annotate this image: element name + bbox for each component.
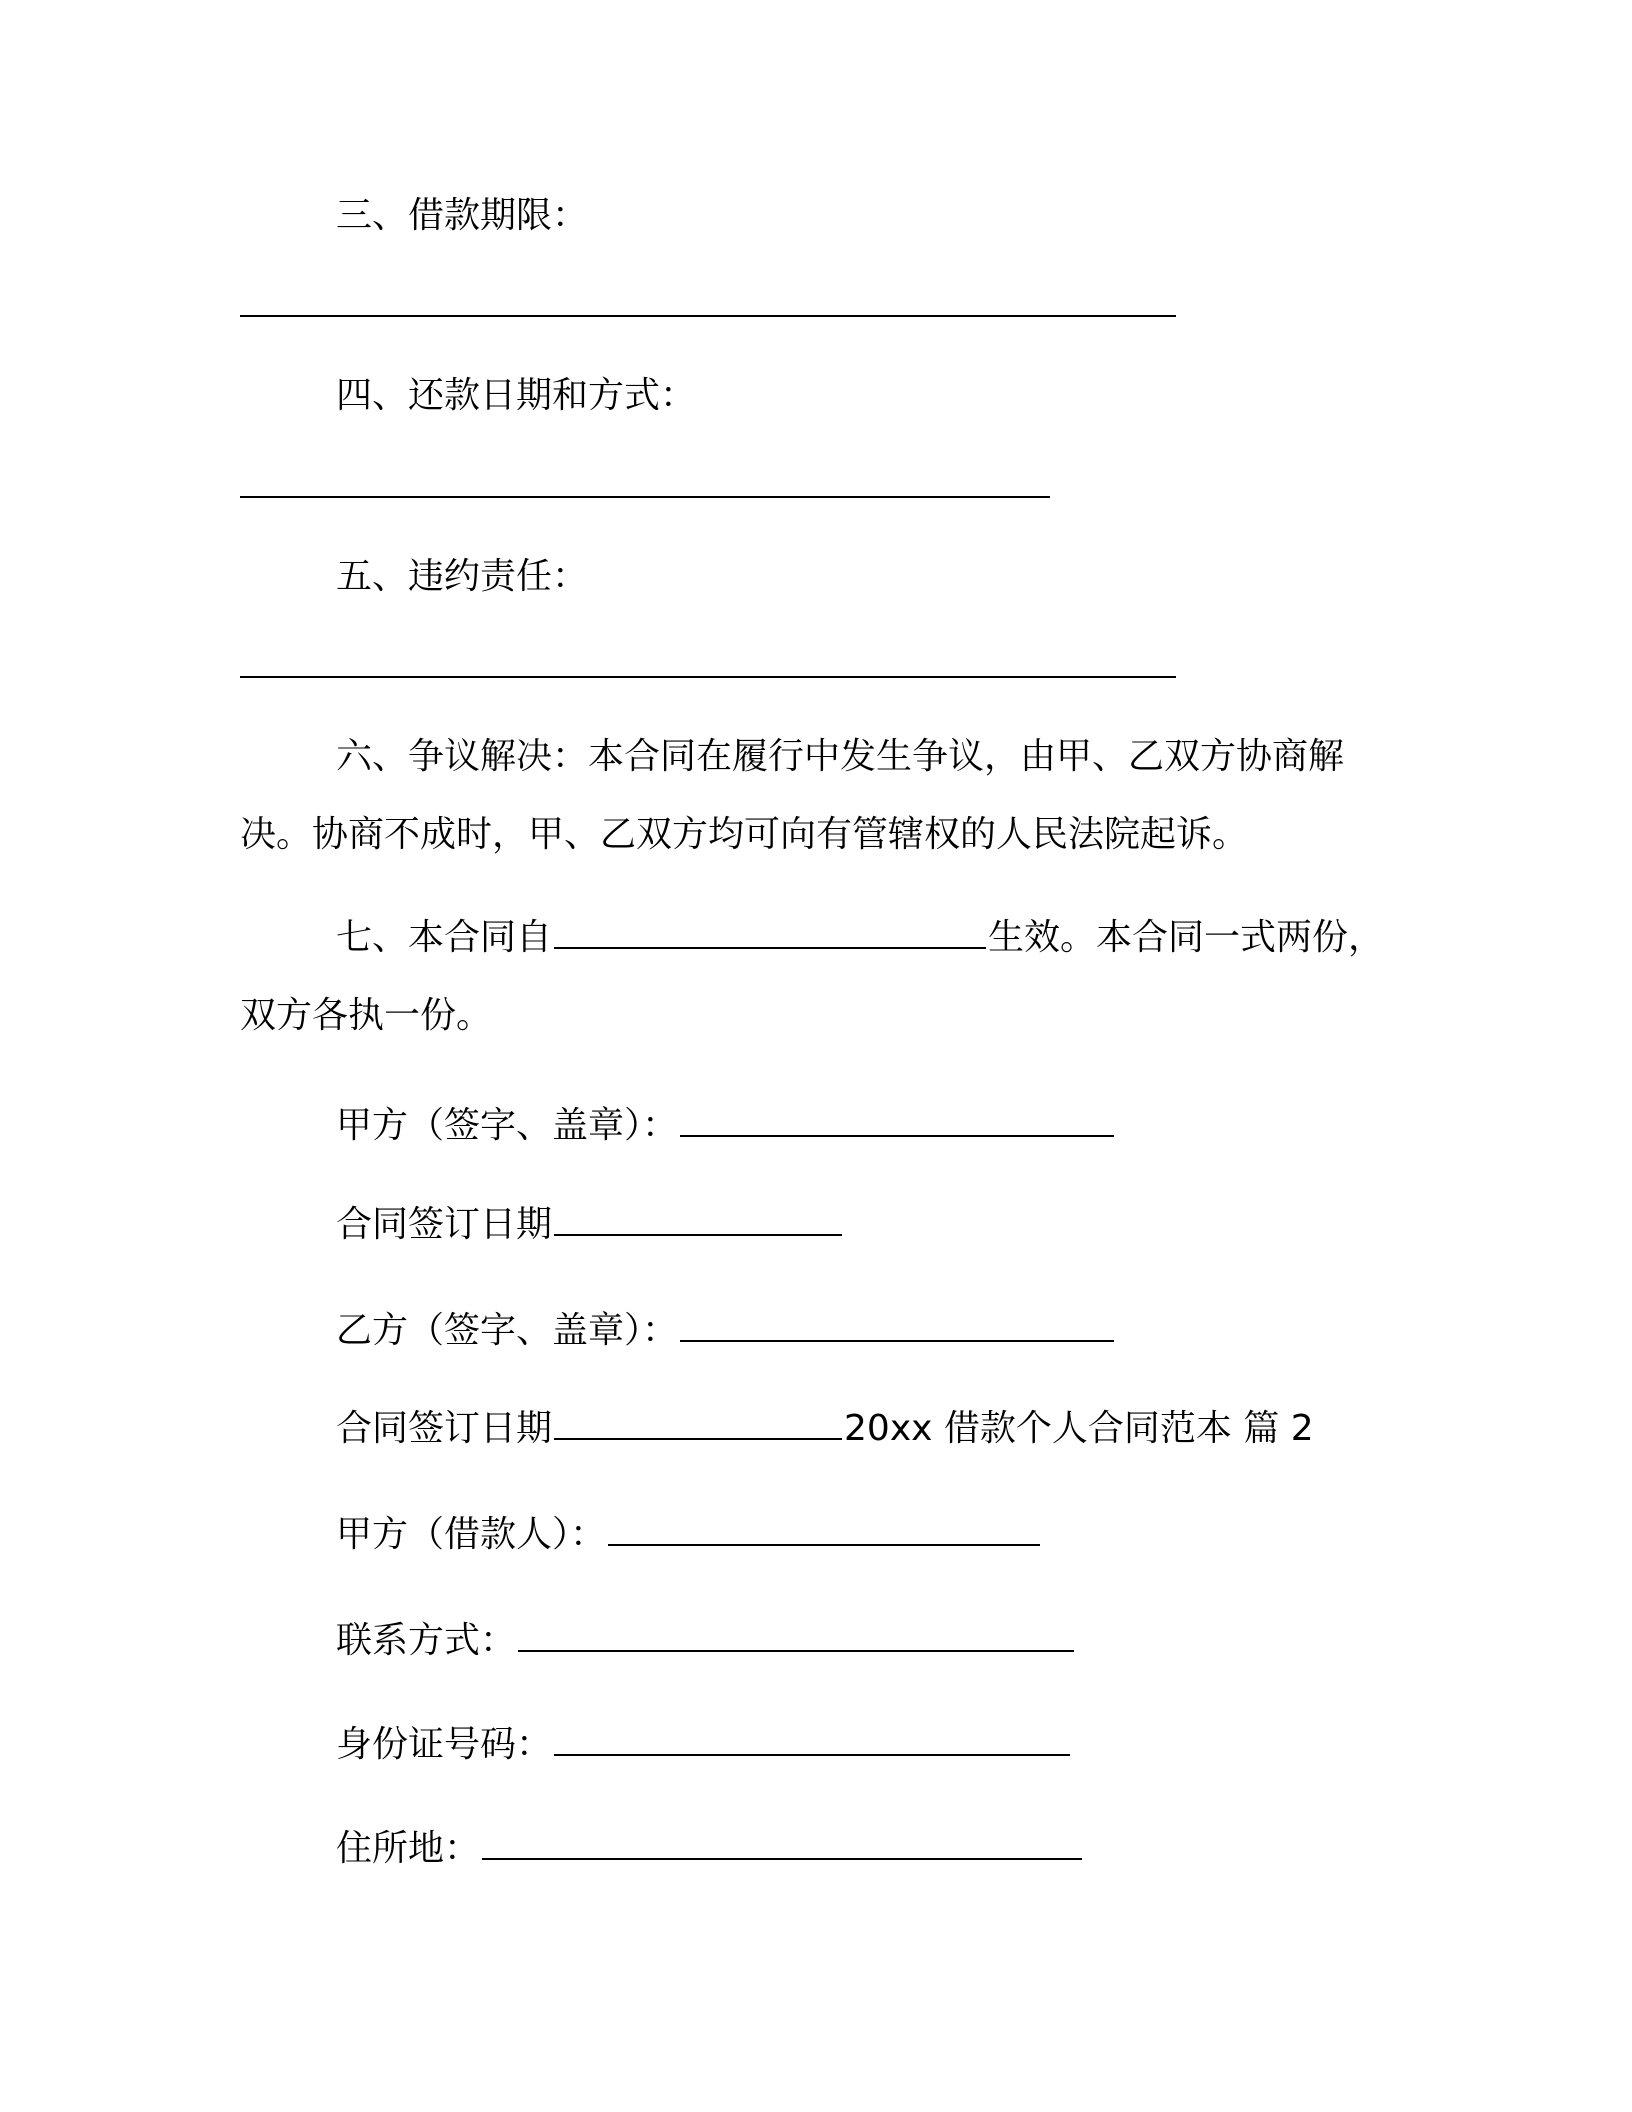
date-b-label: 合同签订日期 (336, 1408, 553, 1449)
section-term-label: 三、借款期限： (336, 195, 589, 236)
address-row (336, 1828, 1084, 1869)
contact-label: 联系方式： (336, 1620, 517, 1661)
date-a-row (336, 1204, 844, 1245)
date-a-label: 合同签订日期 (336, 1204, 553, 1245)
party-b-sign-label: 乙方（签字、盖章）： (336, 1310, 679, 1351)
contact-row (336, 1620, 1076, 1661)
id-number-blank (554, 1724, 1070, 1756)
section-repayment-label: 四、还款日期和方式： (336, 375, 697, 416)
section-effect-prefix: 七、本合同自 (336, 917, 553, 958)
address-blank (482, 1828, 1082, 1860)
party-a-sign-label: 甲方（签字、盖章）： (336, 1105, 679, 1146)
borrower-party-a-row (336, 1514, 1042, 1555)
next-contract-title: 20xx 借款个人合同范本 篇 2 (844, 1408, 1314, 1449)
section-term-blank (240, 315, 1176, 317)
borrower-party-a-blank (608, 1514, 1040, 1546)
section-effect-line2: 双方各执一份。 (240, 995, 493, 1036)
section-liability-label: 五、违约责任： (336, 556, 589, 597)
id-number-label: 身份证号码： (336, 1724, 553, 1765)
section-dispute-line1: 六、争议解决：本合同在履行中发生争议，由甲、乙双方协商解 (336, 736, 1345, 777)
id-number-row (336, 1724, 1072, 1765)
party-a-sign-blank (680, 1105, 1114, 1137)
date-b-blank (554, 1408, 842, 1440)
party-b-sign-blank (680, 1310, 1114, 1342)
borrower-party-a-label: 甲方（借款人）： (336, 1514, 607, 1555)
address-label: 住所地： (336, 1828, 481, 1869)
section-liability-blank (240, 676, 1176, 678)
effective-date-blank (554, 917, 986, 949)
date-a-blank (554, 1204, 842, 1236)
date-b-row (336, 1408, 1314, 1449)
section-effect-line1 (336, 917, 1384, 958)
section-dispute-line2: 决。协商不成时，甲、乙双方均可向有管辖权的人民法院起诉。 (240, 814, 1249, 855)
contact-blank (518, 1620, 1074, 1652)
section-repayment-blank (240, 496, 1050, 498)
party-b-sign-row (336, 1310, 1116, 1351)
party-a-sign-row (336, 1105, 1116, 1146)
section-effect-suffix: 生效。本合同一式两份， (988, 917, 1385, 958)
